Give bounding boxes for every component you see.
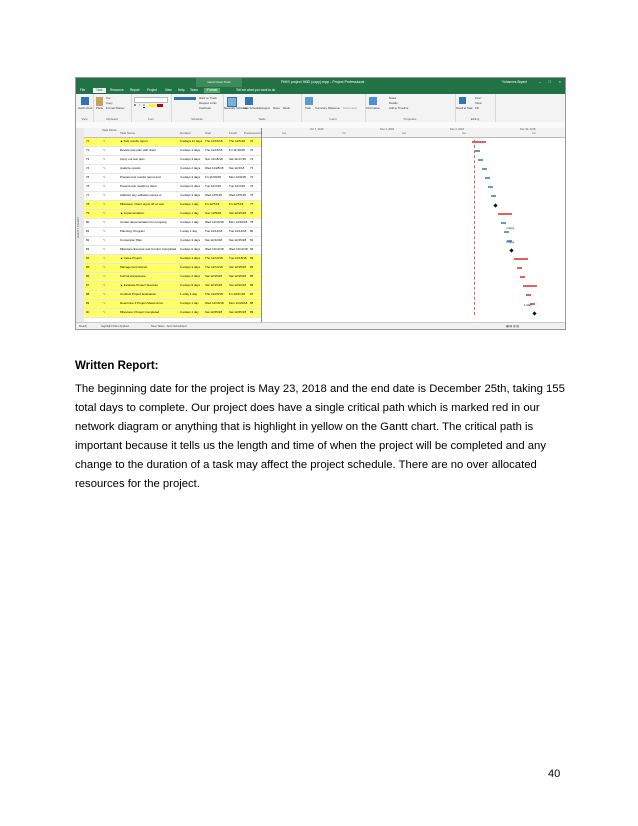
- critical-task-bar[interactable]: [523, 285, 537, 287]
- table-row[interactable]: [84, 138, 261, 147]
- table-row[interactable]: [84, 282, 261, 291]
- task-bar[interactable]: [478, 159, 483, 161]
- row-finish: Fri 11/16/18: [229, 148, 245, 152]
- group-label-editing: Editing: [470, 117, 480, 122]
- timescale-month: Dec 2, 2018: [450, 128, 464, 131]
- tell-me-box[interactable]: Tell me what you want to do: [236, 87, 276, 92]
- task-mode-icon: ✎: [103, 256, 106, 260]
- row-start: Sun 11/18/18: [205, 157, 223, 161]
- task-mode-icon: ✎: [103, 274, 106, 278]
- row-duration: 0 edays 0 days: [180, 247, 201, 251]
- task-bar[interactable]: [504, 231, 509, 233]
- paste-button[interactable]: Paste: [96, 106, 104, 110]
- date-label: 1 May: [524, 303, 532, 307]
- timescale-day: Dec: [462, 132, 467, 135]
- row-predecessors: 74: [250, 175, 254, 179]
- respect-links-button[interactable]: Respect Links: [199, 101, 217, 105]
- task-mode-icon: ✎: [103, 211, 106, 215]
- critical-task-bar[interactable]: [517, 267, 522, 269]
- table-row[interactable]: [84, 255, 261, 264]
- row-task-name: Present test results to client: [120, 184, 157, 188]
- row-finish: Wed 12/12/18: [229, 247, 248, 251]
- row-finish: Sat 12/15/18: [229, 265, 247, 269]
- scroll-to-task-icon[interactable]: [459, 97, 466, 104]
- task-mode-icon: ✎: [103, 238, 106, 242]
- row-start: Sat 12/25/18: [205, 310, 223, 314]
- notes-button[interactable]: Notes: [389, 96, 397, 100]
- row-predecessors: 77: [250, 202, 254, 206]
- row-duration: 0 edays 1 day: [180, 310, 199, 314]
- milestone-diamond[interactable]: [532, 311, 536, 315]
- row-id: 90: [86, 310, 90, 314]
- critical-task-bar[interactable]: [498, 213, 512, 215]
- critical-task-bar[interactable]: [514, 258, 528, 260]
- row-id: 72: [86, 148, 90, 152]
- group-label-font: Font: [148, 117, 154, 122]
- row-id: 76: [86, 184, 90, 188]
- tab-team[interactable]: Team: [190, 87, 198, 92]
- row-id: 78: [86, 202, 90, 206]
- task-bar[interactable]: [488, 186, 493, 188]
- row-id: 89: [86, 301, 90, 305]
- task-bar[interactable]: [501, 222, 506, 224]
- row-predecessors: 80: [250, 229, 254, 233]
- row-id: 84: [86, 256, 90, 260]
- find-button[interactable]: Find: [475, 96, 481, 100]
- cut-button[interactable]: Cut: [106, 96, 111, 100]
- row-predecessors: 83: [250, 265, 254, 269]
- table-row[interactable]: [84, 273, 261, 282]
- row-task-name: Formal Acceptance: [120, 274, 146, 278]
- page-number: 40: [548, 768, 561, 780]
- col-duration[interactable]: Duration: [180, 132, 192, 135]
- highlight-color-icon[interactable]: [149, 104, 155, 107]
- row-task-name: Prepare test results report and: [120, 175, 161, 179]
- row-duration: 9 edays 3 days: [180, 265, 201, 269]
- table-row[interactable]: [84, 237, 261, 246]
- ribbon-group-editing: [455, 94, 496, 122]
- timescale-day: Sep: [282, 132, 287, 135]
- row-finish: Fri 12/21/18: [229, 292, 246, 296]
- timescale-month: Dec 30, 2018: [520, 128, 536, 131]
- row-id: 83: [86, 247, 90, 251]
- row-finish: Sat 12/25/18: [229, 310, 247, 314]
- row-finish: Sat 12/15/18: [229, 238, 247, 242]
- table-row[interactable]: [84, 309, 261, 318]
- ribbon-group-view: [76, 94, 94, 122]
- task-icon[interactable]: [305, 97, 313, 105]
- tab-report[interactable]: Report: [130, 87, 140, 92]
- ms-project-screenshot: [75, 77, 566, 330]
- ribbon-group-insert: [301, 94, 366, 122]
- row-start: Wed 12/19/18: [205, 301, 224, 305]
- group-label-insert: Insert: [329, 117, 337, 122]
- ribbon-group-tasks: [223, 94, 302, 122]
- row-predecessors: 88: [250, 301, 254, 305]
- row-duration: 9 edays 5 days: [180, 283, 201, 287]
- table-row[interactable]: [84, 246, 261, 255]
- row-duration: 3 edays 0 days: [180, 184, 201, 188]
- ribbon: [76, 94, 565, 123]
- row-start: Thu 12/20/18: [205, 292, 223, 296]
- auto-schedule-button[interactable]: Auto Schedule: [243, 106, 262, 110]
- row-start: Thu 12/13/18: [205, 265, 223, 269]
- row-duration: 9 edays 3 days: [180, 256, 201, 260]
- task-mode-icon: ✎: [103, 184, 106, 188]
- row-id: 73: [86, 157, 90, 161]
- date-label: 4 days: [506, 226, 515, 230]
- task-mode-icon: ✎: [103, 220, 106, 224]
- row-task-name: ▲ Implementation: [120, 211, 145, 215]
- row-start: Wed 11/28/18: [205, 166, 224, 170]
- task-mode-icon: ✎: [103, 283, 106, 287]
- row-task-name: ▲ Close Project: [120, 256, 142, 260]
- deliverable-button[interactable]: Deliverable: [343, 106, 357, 110]
- row-predecessors: 70: [250, 139, 254, 143]
- ribbon-group-clipboard: [93, 94, 132, 122]
- table-row[interactable]: [84, 192, 261, 201]
- row-finish: Tue 12/4/18: [229, 184, 245, 188]
- row-predecessors: 87: [250, 292, 254, 296]
- font-color-icon[interactable]: [157, 104, 163, 107]
- row-duration: 1 eday 1 day: [180, 229, 198, 233]
- close-icon[interactable]: ×: [558, 79, 561, 84]
- tab-help[interactable]: Help: [178, 87, 185, 92]
- milestone-button[interactable]: Milestone: [328, 106, 340, 110]
- critical-task-bar[interactable]: [526, 294, 531, 296]
- critical-path-connector: [474, 140, 475, 315]
- row-task-name: Carry out test plan: [120, 157, 145, 161]
- user-name[interactable]: Yohannes Bryant: [502, 79, 527, 84]
- milestone-diamond[interactable]: [494, 203, 498, 207]
- row-predecessors: 86: [250, 283, 254, 287]
- row-duration: 3 edays 2 days: [180, 166, 201, 170]
- row-task-name: Determine If Project Meets Aims: [120, 301, 163, 305]
- table-row[interactable]: [84, 300, 261, 309]
- row-duration: 1 eday 1 day: [180, 292, 198, 296]
- tab-resource[interactable]: Resource: [110, 87, 124, 92]
- table-row[interactable]: [84, 201, 261, 210]
- row-predecessors: 78: [250, 211, 254, 215]
- row-predecessors: 81: [250, 238, 254, 242]
- report-paragraph: The beginning date for the project is May 23, 2018 and the end date is December 25th, taking 155 total days to complete. Our project does have a single critical path which is marked red in our network diagram or anything that is highlight in yellow on the Gantt chart. The critical path is important because it tells us the length and time of when the project will be completed and any change to the duration of a task may affect the project schedule. There are no over allocated resources for the project.: [75, 383, 565, 490]
- group-label-schedule: Schedule: [191, 117, 203, 122]
- task-sheet-header: [84, 128, 261, 138]
- row-predecessors: 82: [250, 247, 254, 251]
- task-mode-icon: ✎: [103, 157, 106, 161]
- date-label: 0 days: [506, 240, 515, 244]
- row-predecessors: 72: [250, 157, 254, 161]
- task-bar[interactable]: [482, 168, 487, 170]
- row-task-name: Conversion Plan: [120, 238, 143, 242]
- clear-button[interactable]: Clear: [475, 101, 482, 105]
- title-bar: [76, 78, 565, 87]
- task-mode-icon: ✎: [103, 202, 106, 206]
- row-predecessors: 83: [250, 256, 254, 260]
- move-button[interactable]: Move: [273, 106, 280, 110]
- row-id: 81: [86, 229, 90, 233]
- minimize-icon[interactable]: –: [538, 79, 541, 84]
- mark-on-track-button[interactable]: Mark on Track: [199, 96, 217, 100]
- task-sheet[interactable]: [84, 128, 263, 323]
- row-id: 82: [86, 238, 90, 242]
- maximize-icon[interactable]: □: [548, 79, 551, 84]
- italic-icon[interactable]: I: [139, 103, 140, 107]
- row-predecessors: 70: [250, 148, 254, 152]
- row-start: Tue 12/11/18: [205, 229, 223, 233]
- row-finish: Sat 12/15/18: [229, 211, 247, 215]
- critical-task-bar[interactable]: [520, 276, 525, 278]
- row-duration: 3 edays 2 days: [180, 274, 201, 278]
- row-duration: 4 edays 3 days: [180, 175, 201, 179]
- row-id: 80: [86, 220, 90, 224]
- row-task-name: Create documentation for company: [120, 220, 167, 224]
- section-heading: Written Report:: [75, 360, 159, 372]
- row-start: Wed 12/10/18: [205, 220, 224, 224]
- row-finish: Mon 12/10/18: [229, 220, 248, 224]
- paste-icon[interactable]: [96, 97, 103, 106]
- underline-icon[interactable]: U: [143, 103, 146, 107]
- inspect-button[interactable]: Inspect: [261, 106, 271, 110]
- row-start: Sat 12/15/18: [205, 274, 223, 278]
- table-row[interactable]: [84, 219, 261, 228]
- row-start: Tue 12/4/18: [205, 184, 221, 188]
- row-duration: 3 edays 1 day: [180, 211, 199, 215]
- row-finish: Thu 12/6/18: [229, 139, 246, 143]
- status-bar: [76, 322, 565, 329]
- timescale-month: Nov 4, 2018: [380, 128, 394, 131]
- task-mode-icon: ✎: [103, 175, 106, 179]
- gantt-chart-pane[interactable]: [262, 128, 565, 323]
- gantt-timescale: [262, 128, 565, 138]
- row-task-name: Address any software issues or: [120, 193, 162, 197]
- tab-format[interactable]: Format: [204, 88, 220, 93]
- row-duration: 9 wdays 11 days: [180, 139, 203, 143]
- row-finish: Sat 11/17/18: [229, 157, 246, 161]
- row-duration: 3 edays 3 days: [180, 157, 201, 161]
- context-tab-label: Gantt Chart Tools: [196, 78, 242, 87]
- status-new-tasks[interactable]: New Tasks : Auto Scheduled: [151, 323, 187, 328]
- fill-button[interactable]: Fill: [475, 106, 479, 110]
- task-mode-icon: ✎: [103, 247, 106, 251]
- row-id: 87: [86, 283, 90, 287]
- group-label-view: View: [81, 117, 88, 122]
- ribbon-group-properties: [365, 94, 456, 122]
- task-mode-icon: ✎: [103, 139, 106, 143]
- table-row[interactable]: [84, 210, 261, 219]
- row-duration: 3 edays 3 days: [180, 238, 201, 242]
- row-task-name: Review test plan with client: [120, 148, 157, 152]
- col-predecessors[interactable]: Predecessors: [244, 132, 263, 135]
- row-task-name: Milestone:Execute and Control Completed: [120, 247, 177, 251]
- row-task-name: Milestone: Project Completed: [120, 310, 160, 314]
- col-task-mode[interactable]: Task Mode: [102, 129, 117, 132]
- status-filter: Highlight Filter Applied: [101, 323, 129, 328]
- row-id: 75: [86, 175, 90, 179]
- row-id: 74: [86, 166, 90, 170]
- row-id: 77: [86, 193, 90, 197]
- row-predecessors: 89: [250, 310, 254, 314]
- table-row[interactable]: [84, 147, 261, 156]
- ribbon-group-font: [131, 94, 172, 122]
- row-task-name: Analyze results: [120, 166, 141, 170]
- gantt-view: [76, 128, 565, 323]
- tab-task[interactable]: Task: [93, 88, 106, 93]
- tab-project[interactable]: Project: [147, 87, 157, 92]
- table-row[interactable]: [84, 156, 261, 165]
- ribbon-group-schedule: [171, 94, 224, 122]
- task-button[interactable]: Task: [305, 106, 311, 110]
- timescale-day: Oct: [342, 132, 346, 135]
- gantt-button[interactable]: Gantt Chart: [78, 106, 93, 110]
- task-mode-icon: ✎: [103, 148, 106, 152]
- progress-buttons[interactable]: [174, 97, 196, 100]
- copy-button[interactable]: Copy: [106, 101, 113, 105]
- status-ready: Ready: [79, 323, 88, 328]
- row-id: 86: [86, 274, 90, 278]
- row-duration: 0 edays 1 day: [180, 202, 199, 206]
- row-task-name: Conduct Project Evaluation: [120, 292, 157, 296]
- table-row[interactable]: [84, 264, 261, 273]
- row-task-name: Planning: Program: [120, 229, 145, 233]
- details-button[interactable]: Details: [389, 101, 398, 105]
- manually-schedule-button[interactable]: Manually Schedule: [224, 106, 248, 110]
- ribbon-tabs: [76, 87, 565, 94]
- row-start: Thu 11/15/18: [205, 148, 223, 152]
- view-shortcut-icons[interactable]: ▦ ▤ ▥ ▧: [506, 323, 519, 328]
- table-row[interactable]: [84, 183, 261, 192]
- view-label: GANTT CHART: [76, 216, 80, 238]
- task-bar[interactable]: [475, 150, 480, 152]
- timescale-day: Jan: [532, 132, 536, 135]
- group-label-tasks: Tasks: [258, 117, 266, 122]
- row-start: Wed 12/5/18: [205, 193, 222, 197]
- row-id: 88: [86, 292, 90, 296]
- row-task-name: Milestone: Client signs off on test: [120, 202, 164, 206]
- row-task-name: ▲ Evaluate Project Success: [120, 283, 158, 287]
- row-predecessors: 78: [250, 220, 254, 224]
- row-predecessors: 85: [250, 274, 254, 278]
- row-id: 71: [86, 139, 90, 143]
- task-mode-icon: ✎: [103, 301, 106, 305]
- row-start: Sat 12/12/18: [205, 238, 223, 242]
- task-mode-icon: ✎: [103, 193, 106, 197]
- gantt-chart-icon[interactable]: [81, 97, 89, 105]
- task-mode-icon: ✎: [103, 292, 106, 296]
- row-start: Thu 11/15/18: [205, 139, 223, 143]
- row-predecessors: 73: [250, 166, 254, 170]
- auto-schedule-icon[interactable]: [245, 97, 253, 105]
- task-mode-icon: ✎: [103, 229, 106, 233]
- table-row[interactable]: [84, 165, 261, 174]
- row-finish: Fri 12/7/18: [229, 202, 244, 206]
- table-row[interactable]: [84, 291, 261, 300]
- row-id: 79: [86, 211, 90, 215]
- row-finish: Sat 12/22/18: [229, 283, 247, 287]
- mode-button[interactable]: Mode: [283, 106, 290, 110]
- row-finish: Tue 12/11/18: [229, 229, 247, 233]
- scroll-to-task-button[interactable]: Scroll to Task: [456, 106, 473, 110]
- information-button[interactable]: Information: [366, 106, 380, 110]
- tab-file[interactable]: File: [80, 87, 86, 92]
- add-to-timeline-button[interactable]: Add to Timeline: [389, 106, 409, 110]
- row-finish: Tue 12/18/18: [229, 256, 247, 260]
- row-start: Sun 12/9/18: [205, 211, 222, 215]
- table-row[interactable]: [84, 228, 261, 237]
- task-mode-icon: ✎: [103, 166, 106, 170]
- row-predecessors: 75: [250, 184, 254, 188]
- information-icon[interactable]: [369, 97, 377, 105]
- col-start[interactable]: Start: [205, 132, 212, 135]
- row-finish: Mon 12/24/18: [229, 301, 248, 305]
- task-mode-icon: ✎: [103, 310, 106, 314]
- row-duration: 3 edays 1 day: [180, 220, 199, 224]
- row-start: Wed 12/12/18: [205, 247, 224, 251]
- inactivate-button[interactable]: Inactivate: [199, 106, 211, 110]
- col-finish[interactable]: Finish: [229, 132, 238, 135]
- group-label-properties: Properties: [403, 117, 417, 122]
- task-mode-icon: ✎: [103, 265, 106, 269]
- row-finish: Sat 12/1/18: [229, 166, 245, 170]
- row-start: Fri 11/30/18: [205, 175, 221, 179]
- task-bar[interactable]: [485, 177, 490, 179]
- row-id: 85: [86, 265, 90, 269]
- row-task-name: ▲ Test results report: [120, 139, 148, 143]
- milestone-diamond[interactable]: [510, 248, 514, 252]
- group-label-clipboard: Clipboard: [106, 117, 118, 122]
- col-task-name[interactable]: Task Name: [120, 132, 136, 135]
- view-bar: [76, 128, 84, 323]
- format-painter-button[interactable]: Format Painter: [106, 106, 125, 110]
- tab-view[interactable]: View: [165, 87, 172, 92]
- row-start: Fri 12/7/18: [205, 202, 220, 206]
- row-start: Sat 12/15/18: [205, 283, 223, 287]
- window-title: PMIS project 9MD (copy).mpp - Project Professional: [281, 79, 365, 84]
- table-row[interactable]: [84, 174, 261, 183]
- row-task-name: Management Report: [120, 265, 148, 269]
- row-duration: 4 edays 3 days: [180, 193, 201, 197]
- row-start: Thu 12/13/18: [205, 256, 223, 260]
- row-duration: 0 edays 1 day: [180, 301, 199, 305]
- timescale-month: Oct 7, 2018: [310, 128, 324, 131]
- summary-button[interactable]: Summary: [315, 106, 327, 110]
- row-finish: Sat 12/15/18: [229, 274, 247, 278]
- bold-icon[interactable]: B: [134, 103, 137, 107]
- row-finish: Wed 12/5/18: [229, 193, 246, 197]
- row-duration: 3 edays 3 days: [180, 148, 201, 152]
- row-predecessors: 76: [250, 193, 254, 197]
- row-finish: Mon 12/3/18: [229, 175, 246, 179]
- task-bar[interactable]: [491, 195, 496, 197]
- timescale-day: Nov: [402, 132, 407, 135]
